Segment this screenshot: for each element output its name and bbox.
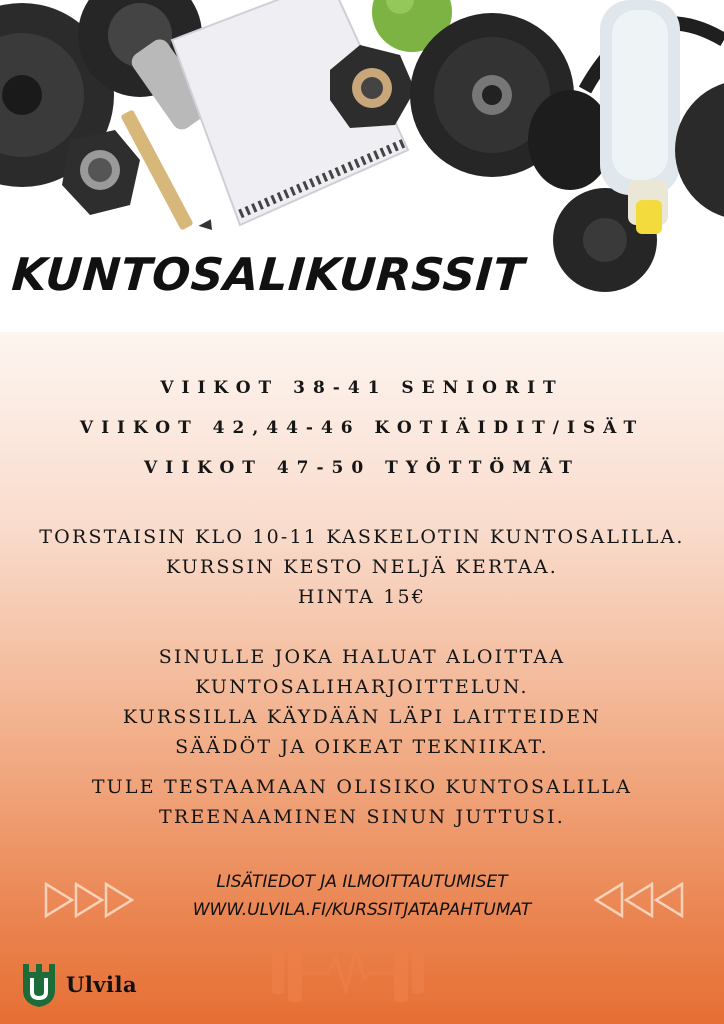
description-block [0,642,724,762]
arrows-left-icon [594,882,686,918]
week-group-parents: VIIKOT 42,44-46 KOTIÄIDIT/ISÄT [79,418,645,438]
invite-line: TULE TESTAAMAAN OLISIKO KUNTOSALILLA [91,776,633,798]
description-line: KUNTOSALIHARJOITTELUN. [195,676,529,698]
schedule-time-place: TORSTAISIN KLO 10-11 KASKELOTIN KUNTOSALILLA. [39,526,685,548]
page-title: KUNTOSALIKURSSIT [10,248,527,301]
arrows-right-icon [44,882,136,918]
logo-name: Ulvila [66,972,138,997]
price: HINTA 15€ [297,586,427,608]
invite-line: TREENAAMINEN SINUN JUTTUSI. [158,806,566,828]
weight-plate-far-right [675,80,724,220]
invite-block [0,772,724,832]
description-line: SÄÄDÖT JA OIKEAT TEKNIIKAT. [175,736,549,758]
dumbbell-heartbeat-icon [268,938,428,1008]
collar-nut-left [62,130,140,215]
description-line: KURSSILLA KÄYDÄÄN LÄPI LAITTEIDEN [122,706,602,728]
schedule-block [0,522,724,612]
info-link[interactable]: WWW.ULVILA.FI/KURSSITJATAPAHTUMAT [192,900,532,920]
week-group-unemployed: VIIKOT 47-50 TYÖTTÖMÄT [144,458,580,478]
description-line: SINULLE JOKA HALUAT ALOITTAA [158,646,566,668]
week-group-seniors: VIIKOT 38-41 SENIORIT [160,378,564,398]
schedule-duration: KURSSIN KESTO NELJÄ KERTAA. [165,556,559,578]
info-label: LISÄTIEDOT JA ILMOITTAUTUMISET [216,872,508,892]
ulvila-crest-icon [20,962,58,1008]
